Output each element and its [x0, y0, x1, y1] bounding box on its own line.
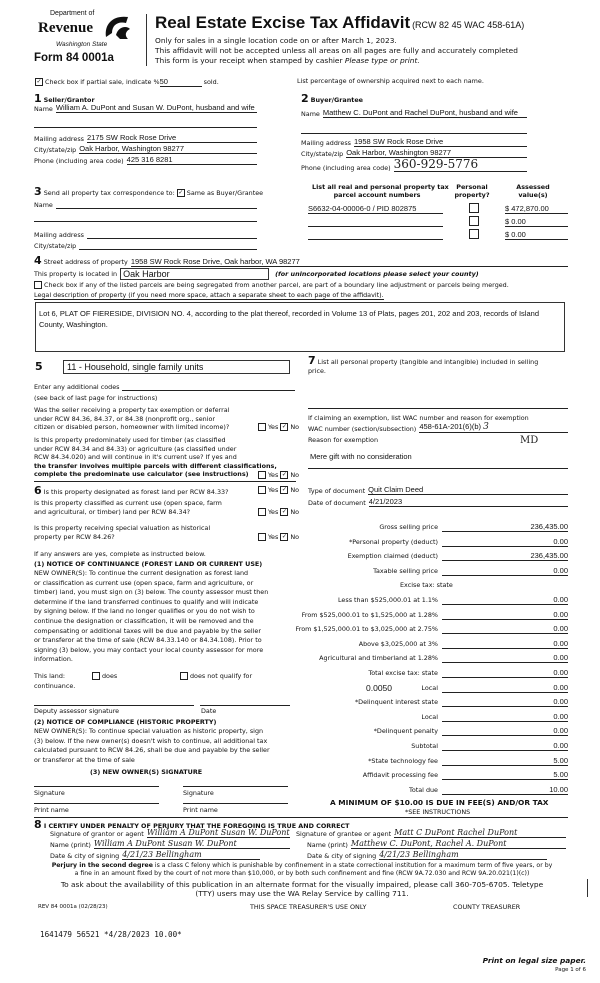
seller-phone-label: Phone (including area code) [34, 157, 124, 165]
personal-property-checkbox[interactable] [469, 203, 479, 213]
fee-label: *State technology fee [368, 756, 438, 765]
wac-row [308, 422, 568, 433]
buyer-city-label: City/state/zip [301, 150, 344, 158]
notice-2-title: (2) NOTICE OF COMPLIANCE (HISTORIC PROPERTY) [34, 718, 217, 726]
located-row [34, 268, 568, 280]
parcel-number-field[interactable] [308, 230, 443, 240]
state-label: Washington State [56, 41, 108, 48]
exemption-claim-label: If claiming an exemption, list WAC number and reason for exemption [308, 414, 529, 422]
minimum-note: A MINIMUM OF $10.00 IS DUE IN FEE(S) AND/OR TAX [330, 798, 549, 807]
seller-city-label: City/state/zip [34, 146, 77, 154]
partial-sale-checkbox[interactable]: ✓ [36, 78, 42, 85]
fee-label: *Delinquent penalty [373, 727, 438, 736]
street-label: 4 Street address of property [34, 254, 128, 267]
seller-name-row [34, 103, 257, 113]
doc-date-field[interactable]: 4/21/2023 [369, 497, 568, 507]
does-option: does [92, 672, 117, 680]
grantee-sig-row [296, 828, 566, 838]
no-checkbox[interactable]: ✓ [281, 533, 287, 540]
revenue-logo-icon [102, 13, 132, 41]
accessibility-notice: To ask about the availability of this publication in an alternate format for the visually impaired, please call 360-705-6705. Teletype (TTY) users may use the WA Relay Service by calling 711. [60, 880, 544, 898]
page-title: Real Estate Excise Tax Affidavit [155, 13, 411, 32]
corr-name-field[interactable] [56, 200, 257, 209]
same-as-buyer-checkbox[interactable]: ✓ [178, 189, 184, 196]
reason-field[interactable]: Mere gift with no consideration [310, 452, 412, 461]
title-citation: (RCW 82 45 WAC 458-61A) [412, 20, 525, 30]
fee-value-field[interactable]: 236,435.00 [530, 522, 568, 531]
doc-type-row [308, 485, 568, 495]
located-label: This property is located in [34, 270, 118, 278]
buyer-heading: 2 Buyer/Grantee [301, 92, 363, 105]
partial-sale-row: ✓ Check box if partial sale, indicate %50 sold. [36, 77, 219, 86]
local-rate: 0.0050 [366, 682, 392, 693]
correspondence-row: 3 Send all property tax correspondence to: ✓ Same as Buyer/Grantee [34, 185, 264, 198]
notice-3-title: (3) NEW OWNER(S) SIGNATURE [90, 768, 203, 776]
buyer-name-label: Name [301, 110, 320, 118]
see-instructions: *SEE INSTRUCTIONS [405, 808, 471, 816]
doc-type-field[interactable]: Quit Claim Deed [368, 485, 568, 495]
section-5-number: 5 [35, 360, 43, 373]
yes-checkbox[interactable] [258, 508, 266, 516]
personal-property-checkbox[interactable] [469, 216, 479, 226]
location-select[interactable]: Oak Harbor [120, 268, 269, 280]
buyer-name-row [301, 108, 527, 118]
fee-value-field[interactable]: 0.00 [553, 609, 568, 619]
timber-question: Is this property predominately used for timber (as classified under RCW 84.34 and 84.33) or agriculture (as classified under RCW 84.34.020) and will continue in it's current use? If yes and the transfer involves multiple parcels with different classifications, complete the predominate use calculator (see instructions) [34, 436, 277, 479]
fee-line [442, 546, 568, 547]
print-name-label: Print name [183, 806, 218, 814]
doc-type-label: Type of document [308, 487, 366, 495]
doc-date-label: Date of document [308, 499, 366, 507]
fee-label: Local [421, 683, 438, 692]
grantor-name-field[interactable]: William A DuPont Susan W. DuPont [94, 839, 290, 849]
timber-yes-no: Yes ✓ No [258, 471, 299, 479]
buyer-phone-field[interactable]: 360-929-5776 [394, 157, 527, 172]
fee-value-field[interactable]: 0.00 [553, 536, 568, 546]
fee-line [442, 531, 568, 532]
parcel-header: List all real and personal property tax parcel account numbers [312, 183, 449, 199]
wac-field[interactable]: 458-61A-201(6)(b) 3 [419, 422, 568, 433]
fee-line [442, 633, 568, 634]
fee-line [442, 750, 568, 751]
reason-label: Reason for exemption [308, 436, 378, 444]
corr-mail-field[interactable] [87, 230, 257, 239]
corr-name-label: Name [34, 201, 53, 209]
grantee-name-label: Name (print) [307, 841, 348, 849]
fee-value-field[interactable]: 5.00 [553, 770, 568, 780]
grantor-name-row [50, 839, 290, 849]
fee-label: Subtotal [411, 742, 438, 750]
legal-description-field[interactable]: Lot 6, PLAT OF FIERESIDE, DIVISION NO. 4, according to the plat thereof, recorded in Volume 13 of Plats, pages 201, 202 and 203, records of Island County, Washington. [35, 302, 565, 352]
fee-value-field[interactable]: 236,435.00 [530, 551, 568, 561]
fee-label: Total excise tax: state [368, 669, 438, 677]
fee-value-field[interactable]: 5.00 [553, 755, 568, 765]
print-name-label: Print name [34, 806, 69, 814]
codes-row [34, 382, 295, 391]
grantee-date-row [307, 850, 547, 860]
buyer-mail-field[interactable]: 1958 SW Rock Rose Drive [354, 137, 527, 147]
seller-name-label: Name [34, 105, 53, 113]
date-label: Date [201, 707, 217, 715]
fee-value-field[interactable]: 0.00 [553, 697, 568, 707]
codes-note: (see back of last page for instructions) [34, 394, 158, 402]
section-7-label: 7 List all personal property (tangible and intangible) included in selling price. [308, 354, 539, 375]
fee-label: Local [421, 712, 438, 721]
owner-print-1[interactable] [34, 803, 159, 804]
fee-line [442, 735, 568, 736]
deputy-signature-field[interactable] [34, 705, 194, 706]
seller-mail-label: Mailing address [34, 135, 85, 143]
grantor-name-label: Name (print) [50, 841, 91, 849]
buyer-name-field[interactable]: Matthew C. DuPont and Rachel DuPont, husband and wife [323, 108, 527, 118]
yes-checkbox[interactable] [258, 486, 266, 494]
partial-percent-field[interactable]: 50 [160, 77, 202, 87]
grantee-date-field[interactable]: 4/21/23 Bellingham [379, 850, 547, 860]
fee-value-field[interactable]: 10.00 [549, 784, 568, 794]
signature-label: Signature [183, 789, 214, 797]
continuance-label: continuance. [34, 682, 76, 690]
parcel-number-field[interactable]: S6632-04-00006-0 / PID 802875 [308, 204, 443, 214]
grantee-name-field[interactable]: Matthew C. DuPont, Rachel A. DuPont [351, 839, 566, 849]
seller-heading: 1 Seller/Grantor [34, 92, 95, 105]
no-checkbox[interactable]: ✓ [281, 508, 287, 515]
corr-city-row [34, 241, 257, 250]
fee-label: Total due [409, 785, 438, 794]
codes-field[interactable] [122, 382, 295, 391]
fee-label: *Personal property (deduct) [349, 537, 438, 546]
grantee-date-label: Date & city of signing [307, 852, 377, 860]
page-number: Page 1 of 6 [555, 967, 586, 973]
fee-line [442, 560, 568, 561]
assessed-value-field[interactable]: $ 0.00 [505, 217, 568, 227]
codes-label: Enter any additional codes [34, 383, 120, 391]
exemption-yes-no: Yes ✓ No [258, 423, 299, 431]
grantee-sig-label: Signature of grantee or agent [296, 830, 392, 838]
divider [34, 481, 296, 482]
fee-value-field[interactable]: 0.00 [553, 624, 568, 634]
fee-line [442, 692, 568, 693]
fee-line [442, 648, 568, 649]
county-treasurer-label: COUNTY TREASURER [453, 903, 521, 911]
seller-name-field[interactable]: William A. DuPont and Susan W. DuPont, husband and wife [56, 103, 257, 113]
land-use-select[interactable]: 11 - Household, single family units [63, 360, 290, 374]
owner-signature-2[interactable] [183, 786, 288, 787]
ownership-note: List percentage of ownership acquired next to each name. [297, 77, 484, 85]
revision-label: REV 84 0001a (02/28/23) [38, 904, 108, 910]
fee-value-field[interactable]: 0.00 [553, 565, 568, 575]
this-land-label: This land: [34, 672, 66, 680]
fee-line [442, 706, 568, 707]
does-not-checkbox[interactable] [180, 672, 188, 680]
treasurer-use-label: THIS SPACE TREASURER'S USE ONLY [250, 903, 367, 911]
fee-label: Taxable selling price [373, 566, 438, 575]
segregated-checkbox[interactable] [34, 281, 42, 289]
historic-question: Is this property receiving special valuation as historical property per RCW 84.26? [34, 524, 211, 541]
fee-line [442, 721, 568, 722]
owner-signature-1[interactable] [34, 786, 159, 787]
fee-value-field[interactable]: 0.00 [553, 668, 568, 677]
personal-property-checkbox[interactable] [469, 229, 479, 239]
exemption-question: Was the seller receiving a property tax exemption or deferral under RCW 84.36, 84.37, or 84.38 (nonprofit org., senior citizen or disabled person, homeowner with limited income)? [34, 406, 230, 432]
deputy-date-field[interactable] [200, 705, 290, 706]
yes-checkbox[interactable] [258, 423, 266, 431]
street-field[interactable]: 1958 SW Rock Rose Drive, Oak harbor, WA 98277 [131, 257, 568, 267]
notice-1-title: (1) NOTICE OF CONTINUANCE (FOREST LAND OR CURRENT USE) [34, 560, 263, 568]
fee-line [442, 619, 568, 620]
notice-2-text: NEW OWNER(S): To continue special valuation as historic property, sign (3) below. If the new owner(s) doesn't wish to continue, all additional tax calculated pursuant to RCW 84.26, shall be due and payable by the seller or transferor at the time of sale [34, 727, 270, 764]
fee-label: Above $3,025,000 at 3% [358, 639, 438, 648]
fee-line [442, 794, 568, 795]
certify-row: 8 I CERTIFY UNDER PENALTY OF PERJURY THAT THE FOREGOING IS TRUE AND CORRECT [34, 818, 350, 831]
fee-label: Gross selling price [379, 523, 438, 531]
if-yes-note: If any answers are yes, complete as instructed below. [34, 550, 206, 558]
yes-checkbox[interactable] [258, 471, 266, 479]
fee-value-field[interactable]: 0.00 [553, 638, 568, 648]
fee-line [442, 779, 568, 780]
buyer-mail-row [301, 137, 527, 147]
no-checkbox[interactable]: ✓ [281, 471, 287, 478]
grantor-sig-label: Signature of grantor or agent [50, 830, 144, 838]
fee-line [442, 575, 568, 576]
header-line: Only for sales in a single location code on or after March 1, 2023. [155, 36, 397, 45]
fee-value-field[interactable]: 0.00 [553, 595, 568, 604]
current-use-yes-no: Yes ✓ No [258, 508, 299, 516]
initials-handwritten: MD [520, 435, 539, 446]
title-row [155, 13, 524, 33]
parcel-number-field[interactable] [308, 217, 443, 227]
perjury-notice: Perjury in the second degree is a class C felony which is punishable by confinement in a state correctional institution for a maximum term of five years, or by a fine in an amount fixed by the court of not more than $10,000, or by both such confinement and fine (RCW 9A.72.030 and RCW 9A.20.021(1)(c)) [51, 862, 553, 877]
assessed-header: Assessed value(s) [516, 183, 550, 199]
legal-label: Legal description of property (if you need more space, attach a separate sheet to each page of the affidavit). [34, 291, 384, 299]
seller-mail-field[interactable]: 2175 SW Rock Rose Drive [87, 133, 257, 143]
historic-yes-no: Yes ✓ No [258, 533, 299, 541]
fee-label: Affidavit processing fee [362, 771, 438, 780]
forest-yes-no: Yes ✓ No [258, 486, 299, 494]
grantor-signature[interactable]: William A DuPont Susan W. DuPont [146, 828, 290, 837]
grantor-sig-row [50, 828, 290, 838]
buyer-mail-label: Mailing address [301, 139, 352, 147]
fee-label: Exemption claimed (deduct) [347, 552, 438, 561]
fee-label: From $525,000.01 to $1,525,000 at 1.28% [301, 610, 438, 619]
wac-label: WAC number (section/subsection) [308, 425, 417, 433]
located-note: (for unincorporated locations please select your county) [275, 270, 479, 278]
corr-city-label: City/state/zip [34, 242, 77, 250]
fee-label: *Delinquent interest state [354, 698, 438, 707]
seller-phone-field[interactable]: 425 316 8281 [127, 155, 257, 165]
notice-1-text: NEW OWNER(S): To continue the current designation as forest land or classification as current use (open space, farm and agriculture, or timber) land, you must sign on (3) below. The county assessor must then determine if the land transferred continues to qualify and will indicate by signing below. If the land no longer qualifies or you do not wish to continue the designation or classification, it will be removed and the compensating or additional taxes will be due and payable by the seller or transferor at the time of sale (RCW 84.33.140 or 84.34.108). Prior to signing (3) below, you may contact your local county assessor for more information. [34, 569, 269, 664]
fee-value-field[interactable]: 0.00 [553, 711, 568, 721]
buyer-city-field[interactable]: Oak Harbor, Washington 98277 [346, 148, 527, 158]
grantor-date-row [50, 850, 260, 860]
fee-label: Less than $525,000.01 at 1.1% [337, 596, 438, 604]
signature-label: Signature [34, 789, 65, 797]
does-checkbox[interactable] [92, 672, 100, 680]
seller-mail-row [34, 133, 257, 143]
fee-line [442, 662, 568, 663]
grantor-date-field[interactable]: 4/21/23 Bellingham [122, 850, 260, 860]
fee-line [442, 677, 568, 678]
buyer-phone-label: Phone (including area code) [301, 164, 391, 172]
dept-label: Department of [50, 10, 95, 17]
yes-checkbox[interactable] [258, 533, 266, 541]
header-line: This affidavit will not be accepted unless all areas on all pages are fully and accurately completed [155, 46, 518, 55]
segregated-row: Check box if any of the listed parcels are being segregated from another parcel, are part of a boundary line adjustment or parcels being merged. [34, 281, 509, 289]
form-number: Form 84 0001a [34, 52, 114, 64]
buyer-phone-row [301, 157, 527, 172]
no-checkbox[interactable]: ✓ [281, 423, 287, 430]
current-use-question: Is this property classified as current use (open space, farm and agricultural, or timber) land per RCW 84.34? [34, 499, 222, 516]
owner-print-2[interactable] [183, 803, 288, 804]
seller-city-field[interactable]: Oak Harbor, Washington 98277 [79, 144, 257, 154]
header-line: This form is your receipt when stamped by cashier Please type or print. [155, 56, 420, 65]
corr-mail-label: Mailing address [34, 231, 85, 239]
fee-label: Excise tax: state [400, 581, 453, 590]
does-not-option: does not qualify for [180, 672, 252, 680]
personal-property-field[interactable] [308, 408, 568, 409]
revenue-logo-text: Revenue [38, 20, 93, 36]
fee-line [442, 604, 568, 605]
personal-header: Personal property? [454, 183, 490, 199]
no-checkbox[interactable]: ✓ [281, 486, 287, 493]
fee-value-field[interactable]: 0.00 [553, 741, 568, 750]
fee-label: Agricultural and timberland at 1.28% [319, 654, 438, 663]
fee-line [442, 765, 568, 766]
deputy-label: Deputy assessor signature [34, 707, 120, 715]
corr-mail-row [34, 230, 257, 239]
corr-city-field[interactable] [79, 241, 257, 250]
fee-value-field[interactable]: 0.00 [553, 653, 568, 663]
legal-paper-note: Print on legal size paper. [482, 956, 586, 965]
fee-value-field[interactable]: 0.00 [553, 726, 568, 736]
grantor-date-label: Date & city of signing [50, 852, 120, 860]
street-row [34, 254, 568, 267]
fee-label: From $1,525,000.01 to $3,025,000 at 2.75% [295, 625, 438, 634]
treasurer-stamp: 1641479 56521 *4/28/2023 10.00* [40, 930, 182, 939]
corr-name-row [34, 200, 257, 209]
seller-city-row [34, 144, 257, 154]
forest-question: 6 Is this property designated as forest land per RCW 84.33? [34, 484, 229, 497]
assessed-value-field[interactable]: $ 472,870.00 [505, 204, 568, 214]
seller-phone-row [34, 155, 257, 165]
doc-date-row [308, 497, 568, 507]
grantee-signature[interactable]: Matt C DuPont Rachel DuPont [394, 828, 566, 838]
fee-value-field[interactable]: 0.00 [553, 682, 568, 692]
assessed-value-field[interactable]: $ 0.00 [505, 230, 568, 240]
grantee-name-row [307, 839, 566, 849]
